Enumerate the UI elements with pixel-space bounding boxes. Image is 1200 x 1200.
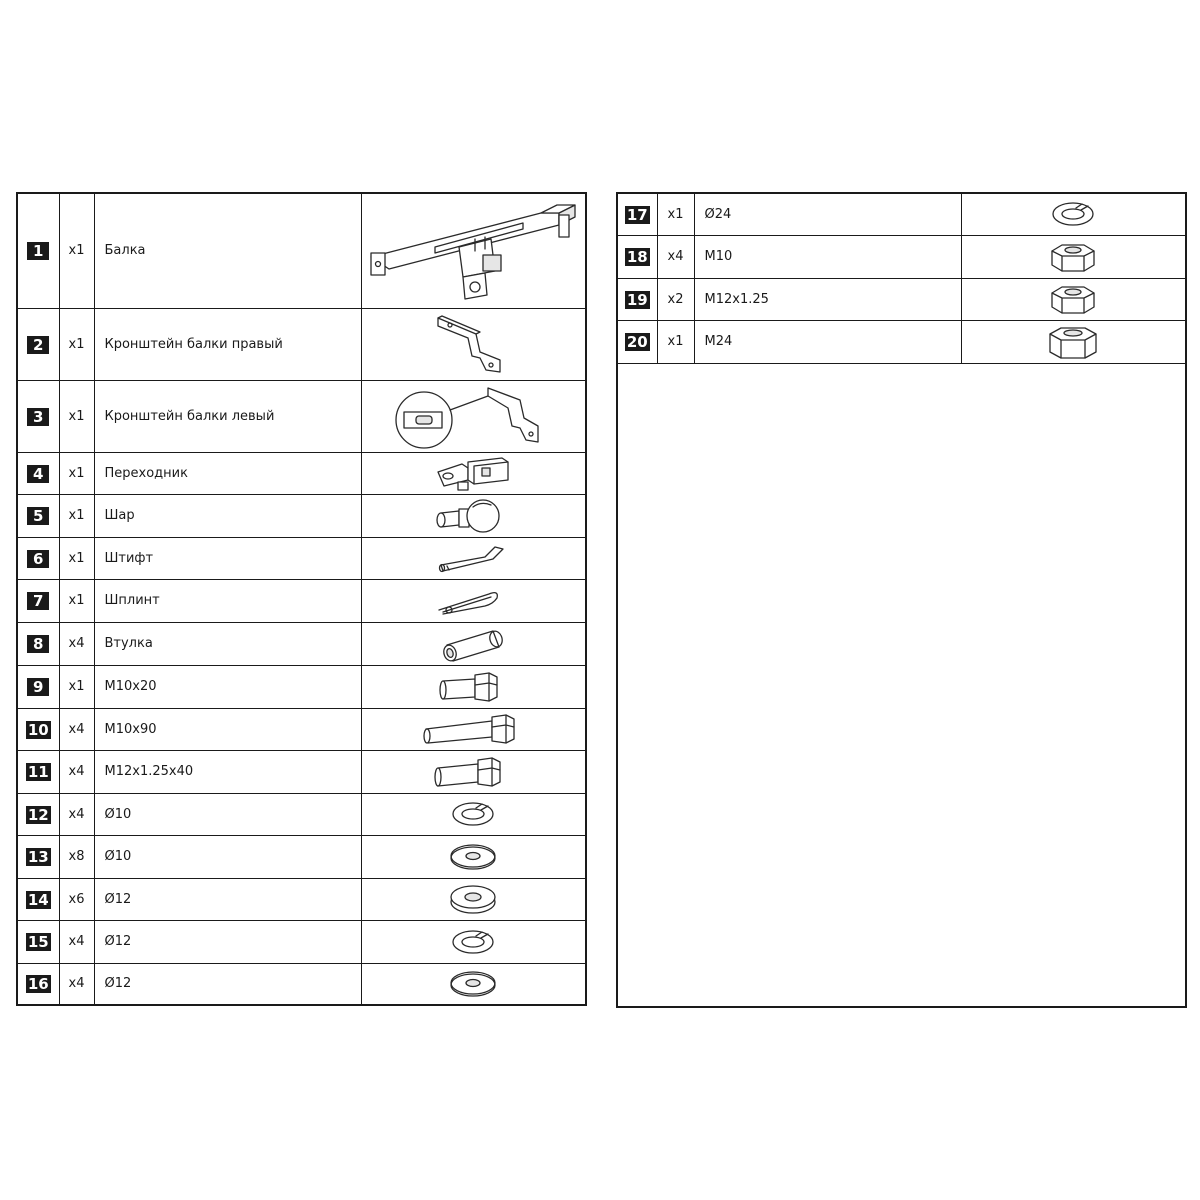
part-number-cell (17, 920, 59, 963)
part-name: M12x1.25 (694, 278, 961, 320)
part-number-badge: 6 (27, 550, 49, 568)
part-quantity: x1 (59, 452, 94, 494)
part-number-cell (17, 750, 59, 793)
part-number-cell (17, 380, 59, 452)
part-row (617, 235, 1186, 278)
part-quantity: x1 (657, 193, 694, 235)
part-number-cell (17, 452, 59, 494)
part-name: Штифт (94, 537, 361, 579)
part-number-cell (617, 320, 657, 363)
empty-cell (617, 363, 1186, 1007)
part-number-cell (17, 622, 59, 665)
part-name: M10x90 (94, 708, 361, 750)
part-row (617, 278, 1186, 320)
part-name: Ø12 (94, 963, 361, 1005)
adapter-icon (428, 454, 518, 492)
part-number-cell (17, 963, 59, 1005)
part-name: Балка (94, 193, 361, 308)
part-number-badge: 18 (626, 248, 648, 266)
part-row (17, 380, 586, 452)
tow-beam-icon (363, 195, 583, 307)
part-row (17, 920, 586, 963)
part-quantity: x6 (59, 878, 94, 920)
part-name: Кронштейн балки левый (94, 380, 361, 452)
part-image-cell (361, 963, 586, 1005)
part-image-cell (361, 380, 586, 452)
part-number-cell (17, 708, 59, 750)
part-image-cell (361, 878, 586, 920)
part-quantity: x1 (59, 193, 94, 308)
flat-washer-icon (438, 966, 508, 1002)
part-number-badge: 8 (27, 635, 49, 653)
flat-washer-thick-icon (438, 881, 508, 917)
part-row (17, 308, 586, 380)
part-quantity: x1 (59, 579, 94, 622)
part-number-badge: 14 (27, 890, 49, 909)
pin-icon (433, 539, 513, 577)
part-number-cell (17, 793, 59, 835)
part-number-badge: 11 (27, 763, 49, 781)
part-image-cell (361, 665, 586, 708)
part-row (617, 193, 1186, 235)
part-name: M12x1.25x40 (94, 750, 361, 793)
part-number-cell (17, 579, 59, 622)
part-number-badge: 16 (27, 975, 49, 994)
part-number-cell (17, 494, 59, 537)
part-name: Шплинт (94, 579, 361, 622)
flat-washer-icon (438, 839, 508, 875)
part-row (17, 793, 586, 835)
part-quantity: x1 (59, 308, 94, 380)
part-row (17, 708, 586, 750)
part-image-cell (361, 750, 586, 793)
part-image-cell (361, 579, 586, 622)
part-quantity: x8 (59, 835, 94, 878)
part-number-badge: 5 (27, 507, 49, 525)
part-name: Ø12 (94, 920, 361, 963)
short-bolt-icon (433, 669, 513, 705)
part-number-cell (17, 878, 59, 920)
right-bracket-icon (428, 312, 518, 376)
part-number-badge: 9 (27, 678, 49, 696)
part-row (17, 835, 586, 878)
part-number-badge: 10 (27, 720, 49, 739)
part-number-cell (617, 235, 657, 278)
parts-table-left (16, 192, 587, 1006)
part-quantity: x2 (657, 278, 694, 320)
part-number-badge: 1 (27, 242, 49, 260)
part-row (17, 193, 586, 308)
part-name: Переходник (94, 452, 361, 494)
part-number-cell (17, 308, 59, 380)
part-number-badge: 20 (626, 333, 648, 351)
part-quantity: x1 (59, 380, 94, 452)
tow-ball-icon (433, 495, 513, 537)
hex-nut-large-icon (1038, 322, 1108, 362)
part-quantity: x1 (657, 320, 694, 363)
part-quantity: x1 (59, 537, 94, 579)
part-name: M10x20 (94, 665, 361, 708)
part-quantity: x4 (59, 963, 94, 1005)
part-quantity: x1 (59, 665, 94, 708)
part-number-cell (17, 537, 59, 579)
empty-area (617, 363, 1186, 1007)
part-number-badge: 12 (27, 805, 49, 824)
part-row (17, 579, 586, 622)
part-number-badge: 2 (27, 336, 49, 354)
part-name: M10 (694, 235, 961, 278)
part-quantity: x4 (59, 750, 94, 793)
part-image-cell (961, 235, 1186, 278)
part-number-badge: 7 (27, 592, 49, 610)
part-number-cell (17, 835, 59, 878)
part-name: Шар (94, 494, 361, 537)
part-number-cell (17, 665, 59, 708)
part-number-badge: 19 (626, 290, 648, 309)
part-quantity: x4 (59, 920, 94, 963)
part-row (17, 537, 586, 579)
part-image-cell (361, 537, 586, 579)
spring-washer-icon (438, 796, 508, 832)
part-image-cell (361, 494, 586, 537)
part-row (17, 665, 586, 708)
part-number-badge: 17 (626, 205, 648, 224)
part-quantity: x1 (59, 494, 94, 537)
part-number-badge: 13 (27, 848, 49, 866)
left-bracket-icon (388, 382, 558, 450)
part-image-cell (361, 793, 586, 835)
part-quantity: x4 (59, 622, 94, 665)
cotter-pin-icon (433, 582, 513, 620)
part-row (617, 320, 1186, 363)
part-quantity: x4 (59, 708, 94, 750)
part-name: Ø10 (94, 793, 361, 835)
bushing-icon (433, 623, 513, 665)
hex-nut-icon (1038, 281, 1108, 317)
part-row (17, 878, 586, 920)
part-number-badge: 3 (27, 408, 49, 426)
medium-bolt-icon (428, 752, 518, 792)
part-quantity: x4 (657, 235, 694, 278)
part-row (17, 963, 586, 1005)
part-quantity: x4 (59, 793, 94, 835)
part-image-cell (361, 920, 586, 963)
part-row (17, 494, 586, 537)
part-image-cell (961, 278, 1186, 320)
part-number-cell (617, 193, 657, 235)
part-name: Ø12 (94, 878, 361, 920)
part-number-badge: 4 (27, 465, 49, 483)
part-name: Втулка (94, 622, 361, 665)
part-image-cell (361, 193, 586, 308)
part-number-badge: 15 (27, 933, 49, 951)
part-name: Ø10 (94, 835, 361, 878)
hex-nut-icon (1038, 239, 1108, 275)
part-row (17, 622, 586, 665)
long-bolt-icon (418, 709, 528, 749)
part-number-cell (617, 278, 657, 320)
part-image-cell (361, 452, 586, 494)
part-image-cell (361, 622, 586, 665)
part-name: M24 (694, 320, 961, 363)
part-number-cell (17, 193, 59, 308)
part-image-cell (361, 308, 586, 380)
part-image-cell (361, 835, 586, 878)
part-name: Кронштейн балки правый (94, 308, 361, 380)
part-image-cell (961, 193, 1186, 235)
spring-washer-icon (1038, 196, 1108, 232)
part-image-cell (961, 320, 1186, 363)
parts-table-right (616, 192, 1187, 1008)
spring-washer-icon (438, 924, 508, 960)
part-row (17, 452, 586, 494)
part-row (17, 750, 586, 793)
part-image-cell (361, 708, 586, 750)
part-name: Ø24 (694, 193, 961, 235)
